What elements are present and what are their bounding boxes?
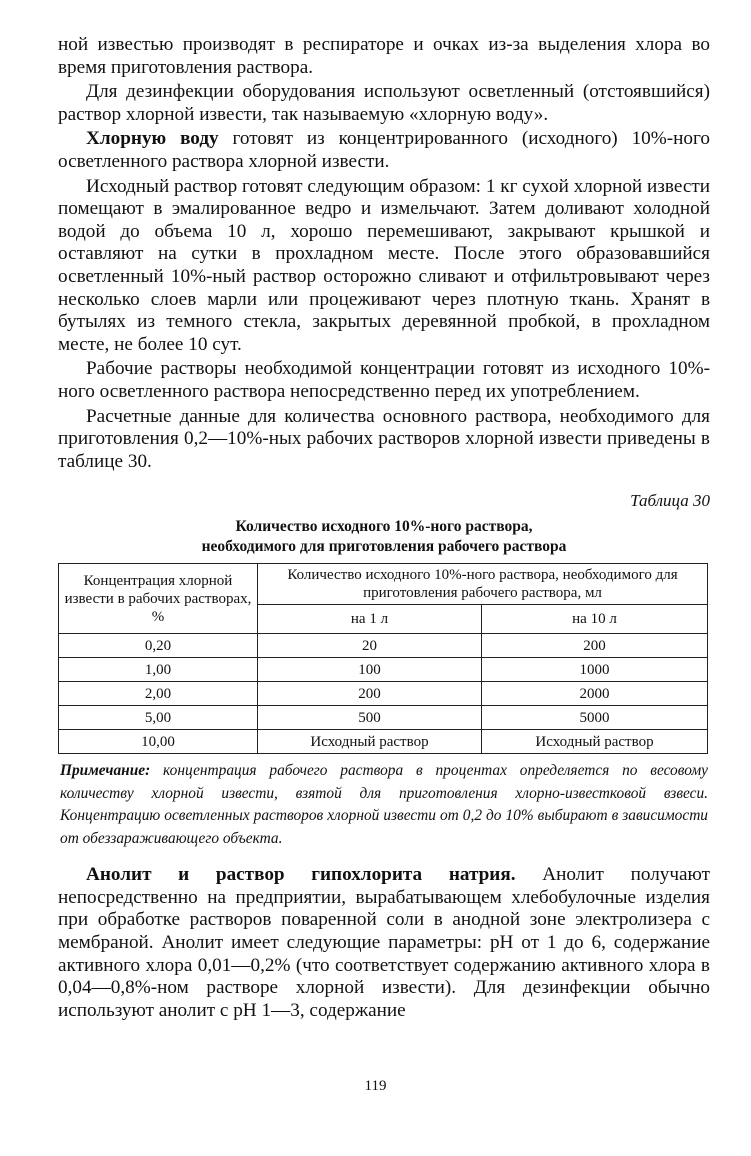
paragraph-4: Исходный раствор готовят следующим образом: 1 кг сухой хлорной извести помещают в эмалированное ведро и измельчают. Затем доливают холодной водой до объема 10 л, хорошо перемешивают, закрывают крышкой и оставляют на сутки в прохладном месте. После этого образовавшийся осветленный 10%-ный раствор осторожно сливают и отфильтровывают через несколько слоев марли или процеживают через плотную ткань. Хранят в бутылях из темного стекла, закрытых деревянной пробкой, в прохладном месте, не более 10 сут. xyxy=(58,175,710,355)
cell-concentration: 2,00 xyxy=(59,682,258,706)
page-number: 119 xyxy=(364,1078,387,1094)
section-anolyte xyxy=(58,864,710,1022)
section-text: Анолит получают непосредственно на предприятии, вырабатывающем хлебобулочные изделия при обработке растворов поваренной соли в анодной зоне электролизера с мембраной. Анолит имеет следующие параметры: рН от 1 до 6, содержание активного хлора 0,01—0,2% (что соответствует содержанию активного хлора в 0,04—0,8%-ном растворе хлорной извести). Для дезинфекции обычно используют анолит с рН 1—3, содержание xyxy=(58,864,711,1021)
term-chlorine-water: Хлорную воду xyxy=(86,128,219,150)
cell-1l: 200 xyxy=(258,682,482,706)
cell-concentration: 1,00 xyxy=(59,658,258,682)
paragraph-5: Рабочие растворы необходимой концентрации готовят из исходного 10%-ного осветленного раствора непосредственно перед их употреблением. xyxy=(58,358,710,402)
table-title xyxy=(58,517,710,557)
cell-10l: 2000 xyxy=(482,682,708,706)
table-title-line-1: Количество исходного 10%-ного раствора, xyxy=(235,518,533,536)
cell-10l: 5000 xyxy=(482,706,708,730)
subheader-10l: на 10 л xyxy=(482,605,708,634)
table-row xyxy=(59,658,708,682)
table-label: Таблица 30 xyxy=(630,491,710,511)
cell-10l: Исходный раствор xyxy=(482,730,708,754)
table-row xyxy=(59,706,708,730)
cell-10l: 200 xyxy=(482,634,708,658)
paragraph-6: Расчетные данные для количества основного раствора, необходимого для приготовления 0,2—10%-ных рабочих растворов хлорной извести приведены в таблице 30. xyxy=(58,405,710,472)
data-table xyxy=(58,563,708,754)
cell-1l: 20 xyxy=(258,634,482,658)
cell-concentration: 10,00 xyxy=(59,730,258,754)
cell-1l: Исходный раствор xyxy=(258,730,482,754)
table-row xyxy=(59,634,708,658)
header-amount: Количество исходного 10%-ного раствора, необходимого для приготовления рабочего раствора, мл xyxy=(258,564,708,605)
cell-concentration: 0,20 xyxy=(59,634,258,658)
paragraph-1: ной известью производят в респираторе и очках из-за выделения хлора во время приготовления раствора. xyxy=(58,34,710,78)
cell-1l: 500 xyxy=(258,706,482,730)
cell-1l: 100 xyxy=(258,658,482,682)
page-content xyxy=(58,34,710,1022)
note-text: концентрация рабочего раствора в процентах определяется по весовому количеству хлорной извести, взятой для приготовления хлорно-известковой взвеси. Концентрацию осветленных растворов хлорной извести от 0,2 до 10% выбирают в зависимости от обеззараживающего объекта. xyxy=(60,762,708,847)
table-title-line-2: необходимого для приготовления рабочего раствора xyxy=(201,538,567,556)
paragraph-3 xyxy=(58,128,710,173)
section-heading: Анолит и раствор гипохлорита натрия. xyxy=(86,864,516,886)
header-concentration: Концентрация хлорной извести в рабочих растворах, % xyxy=(59,564,258,634)
table-header-row xyxy=(59,564,708,605)
table-note xyxy=(58,760,710,850)
subheader-1l: на 1 л xyxy=(258,605,482,634)
paragraph-2: Для дезинфекции оборудования используют осветленный (отстоявшийся) раствор хлорной извести, так называемую «хлорную воду». xyxy=(58,81,710,125)
table-row xyxy=(59,730,708,754)
paragraph-3-text: готовят из концентрированного (исходного) 10%-ного осветленного раствора хлорной извести. xyxy=(58,128,710,172)
cell-10l: 1000 xyxy=(482,658,708,682)
table-row xyxy=(59,682,708,706)
cell-concentration: 5,00 xyxy=(59,706,258,730)
note-label: Примечание: xyxy=(60,762,151,780)
